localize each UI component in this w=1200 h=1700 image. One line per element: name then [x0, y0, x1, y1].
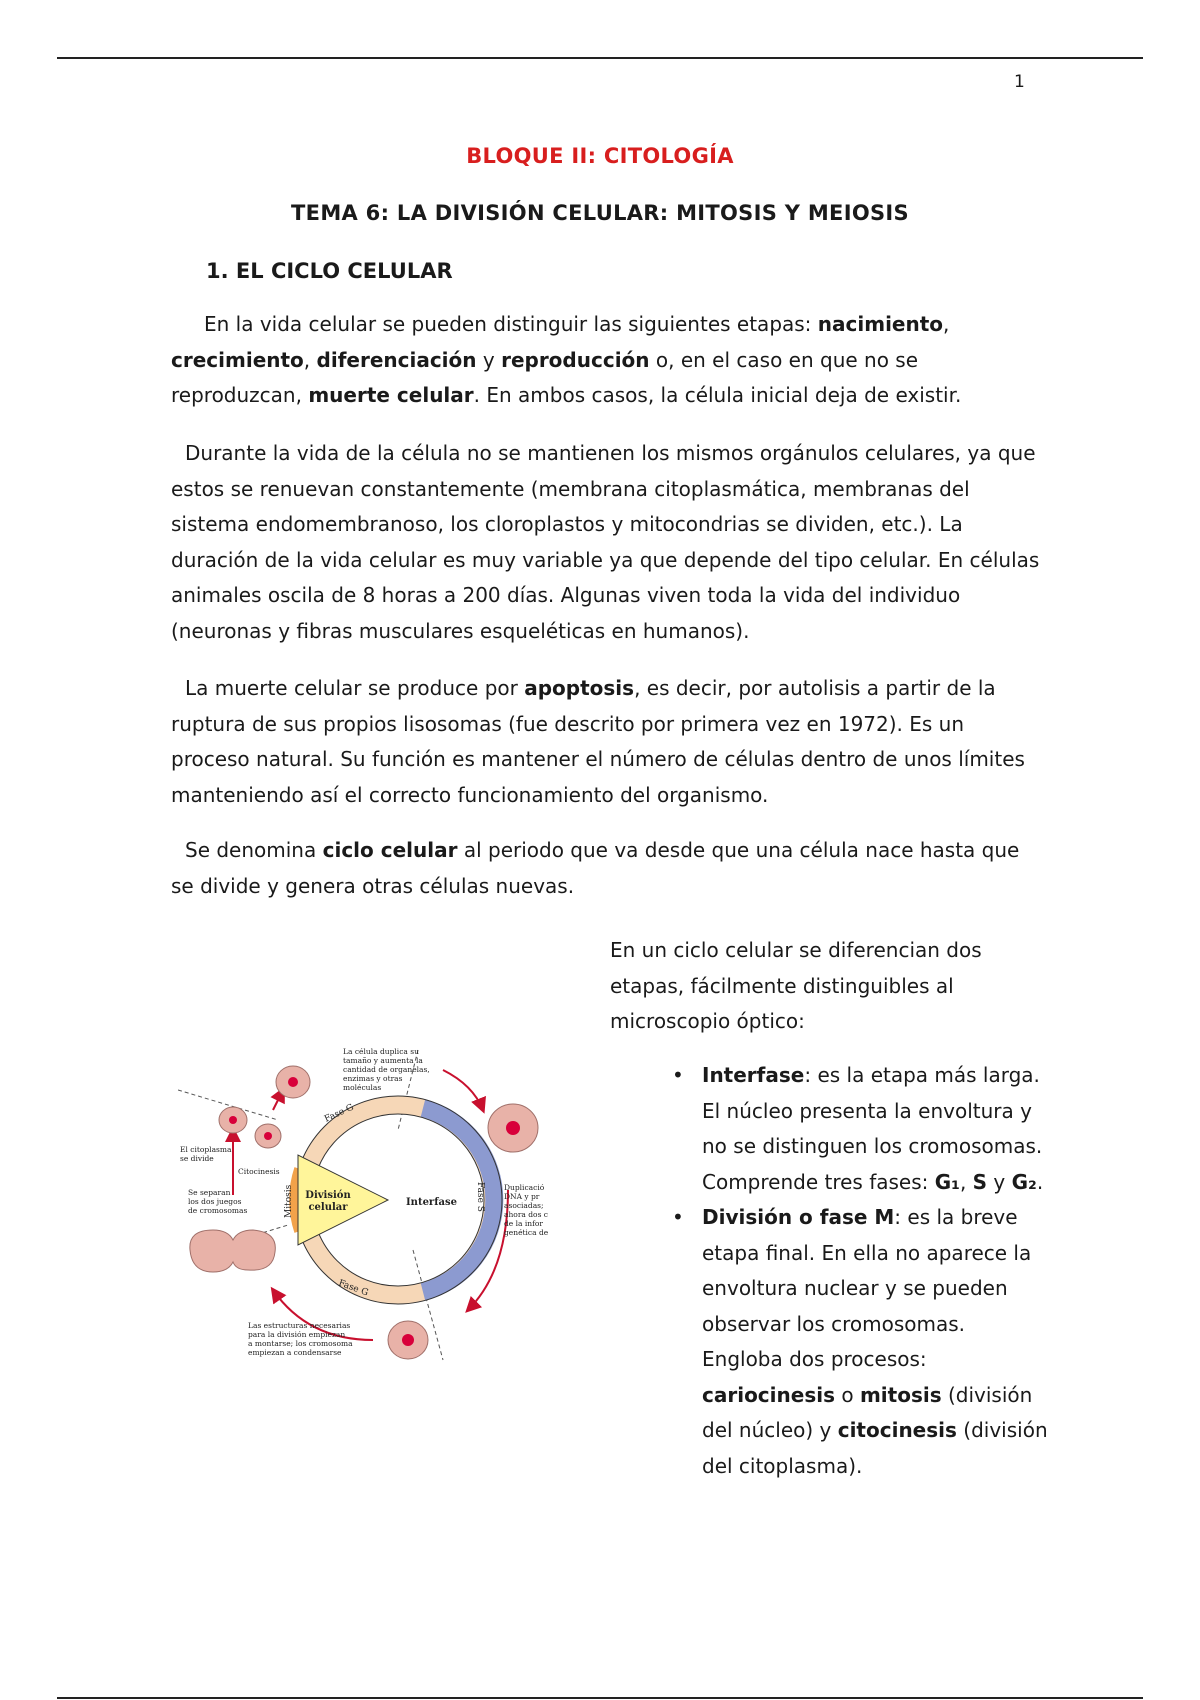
bullet-list — [672, 1058, 1052, 1484]
cell-cycle-diagram — [178, 1040, 563, 1370]
svg-text:para la división empiezan: para la división empiezan — [248, 1330, 346, 1339]
svg-text:se divide: se divide — [180, 1154, 214, 1163]
right-note — [504, 1183, 549, 1237]
svg-text:de cromosomas: de cromosomas — [188, 1206, 248, 1215]
svg-text:tamaño y aumenta la: tamaño y aumenta la — [343, 1056, 423, 1065]
cell-dividing — [190, 1230, 275, 1272]
fase-g2-label: Fase G — [336, 1278, 370, 1299]
block-title: BLOQUE II: CITOLOGÍA — [466, 144, 734, 168]
arrow-top — [443, 1070, 483, 1110]
svg-text:cantidad de organelas,: cantidad de organelas, — [343, 1065, 430, 1074]
svg-text:asociadas;: asociadas; — [504, 1201, 544, 1210]
svg-text:Se separan: Se separan — [188, 1188, 231, 1197]
citocinesis-label: Citocinesis — [238, 1167, 280, 1176]
center-label-1: División — [305, 1190, 351, 1201]
left-note-2 — [188, 1188, 247, 1215]
paragraph-4: Se denomina ciclo celular al periodo que va desde que una célula nace hasta que se divide y genera otras células nuevas. — [171, 838, 1020, 898]
paragraph-3: La muerte celular se produce por apoptosis, es decir, por autolisis a partir de la ruptura de sus propios lisosomas (fue descrito por primera vez en 1972). Es un proceso natural. Su función es mantener el número de células dentro de unos límites manteniendo así el correcto funcionamiento del organismo. — [171, 676, 1025, 807]
svg-text:ahora dos c: ahora dos c — [504, 1210, 549, 1219]
svg-text:Las estructuras necesarias: Las estructuras necesarias — [248, 1321, 351, 1330]
bullet-division: • División o fase M: es la breve etapa final. En ella no aparece la envoltura nuclear y se pueden observar los cromosomas. Engloba dos procesos: cariocinesis o mitosis (división del núcleo) y citocinesis (división del citoplasma). — [672, 1200, 1052, 1484]
right-column-intro: En un ciclo celular se diferencian dos etapas, fácilmente distinguibles al microscopio óptico: — [610, 938, 982, 1033]
paragraph-1: En la vida celular se pueden distinguir las siguientes etapas: nacimiento, crecimiento, diferenciación y reproducción o, en el caso en que no se reproduzcan, muerte celular. En ambos casos, la célula inicial deja de existir. — [171, 312, 962, 407]
bottom-rule — [57, 1697, 1143, 1699]
bottom-note — [248, 1321, 353, 1357]
interfase-label: Interfase — [406, 1197, 457, 1208]
fase-s-label: Fase S — [475, 1182, 485, 1212]
svg-text:enzimas y otras: enzimas y otras — [343, 1074, 403, 1083]
svg-text:moléculas: moléculas — [343, 1083, 382, 1092]
svg-text:a montarse; los cromosoma: a montarse; los cromosoma — [248, 1339, 353, 1348]
page-number: 1 — [1014, 72, 1025, 92]
bullet-dot: • — [672, 1205, 684, 1229]
top-note — [343, 1047, 430, 1092]
section-heading: 1. EL CICLO CELULAR — [206, 259, 453, 283]
svg-text:de la infor: de la infor — [504, 1219, 543, 1228]
bullet-dot: • — [672, 1063, 684, 1087]
paragraph-2: Durante la vida de la célula no se mantienen los mismos orgánulos celulares, ya que estos se renuevan constantemente (membrana citoplasmática, membranas del sistema endomembranoso, los cloroplastos y mitocondrias se dividen, etc.). La duración de la vida celular es muy variable ya que depende del tipo celular. En células animales oscila de 8 horas a 200 días. Algunas viven toda la vida del individuo (neuronas y fibras musculares esqueléticas en humanos). — [171, 441, 1040, 643]
top-rule — [57, 57, 1143, 59]
cell-cycle-svg — [178, 1040, 563, 1370]
fase-g1-label: Fase G — [323, 1102, 356, 1125]
svg-text:El citoplasma: El citoplasma — [180, 1145, 232, 1154]
left-note-1 — [180, 1145, 232, 1163]
topic-title: TEMA 6: LA DIVISIÓN CELULAR: MITOSIS Y MEIOSIS — [291, 201, 909, 225]
mitosis-label: Mitosis — [284, 1184, 294, 1218]
svg-text:genética de: genética de — [504, 1228, 549, 1237]
center-label-2: celular — [308, 1202, 348, 1213]
svg-text:La célula duplica su: La célula duplica su — [343, 1047, 419, 1056]
svg-text:empiezan a condensarse: empiezan a condensarse — [248, 1348, 342, 1357]
svg-text:Duplicació: Duplicació — [504, 1183, 545, 1192]
svg-text:los dos juegos: los dos juegos — [188, 1197, 242, 1206]
svg-text:DNA y pr: DNA y pr — [504, 1192, 540, 1201]
bullet-interfase: • Interfase: es la etapa más larga. El núcleo presenta la envoltura y no se distinguen los cromosomas. Comprende tres fases: G₁, S y G₂. — [672, 1058, 1052, 1200]
